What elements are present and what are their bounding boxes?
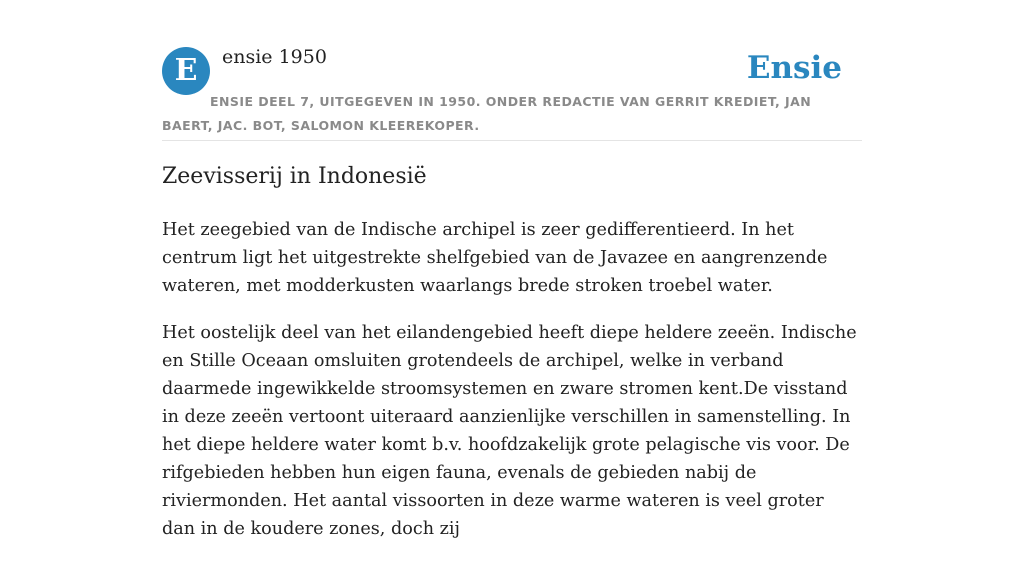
article-paragraph: Het zeegebied van de Indische archipel is zeer gedifferentieerd. In het centrum ligt het uitgestrekte shelfgebied van de Javazee en aangrenzende wateren, met modderkusten waarlangs brede stroken troebel water. (162, 220, 828, 296)
book-title[interactable]: ensie 1950 (222, 46, 327, 68)
content-container (162, 0, 862, 539)
brand-logo[interactable]: Ensie (746, 50, 842, 86)
ensie-logo-icon[interactable]: E (162, 47, 210, 95)
article-paragraph: Het oostelijk deel van het eilandengebied heeft diepe heldere zeeën. Indische en Stille Oceaan omsluiten grotendeels de archipel, welke in verband daarmede ingewikkelde stroomsystemen en zware stromen kent.De visstand in deze zeeën vertoont uiteraard aanzienlijke verschillen in samenstelling. In het diepe heldere water komt b.v. hoofdzakelijk grote pelagische vis voor. De rifgebieden hebben hun eigen fauna, evenals de gebieden nabij de riviermonden. Het aantal vissoorten in deze warme wateren is veel groter dan in de koudere zones, doch zij (162, 323, 857, 539)
article-title: Zeevisserij in Indonesië (162, 164, 427, 189)
article-body (162, 216, 862, 562)
header (162, 0, 862, 141)
book-description: ENSIE DEEL 7, UITGEGEVEN IN 1950. ONDER REDACTIE VAN GERRIT KREDIET, JAN BAERT, JAC. BOT, SALOMON KLEEREKOPER. (162, 94, 812, 133)
